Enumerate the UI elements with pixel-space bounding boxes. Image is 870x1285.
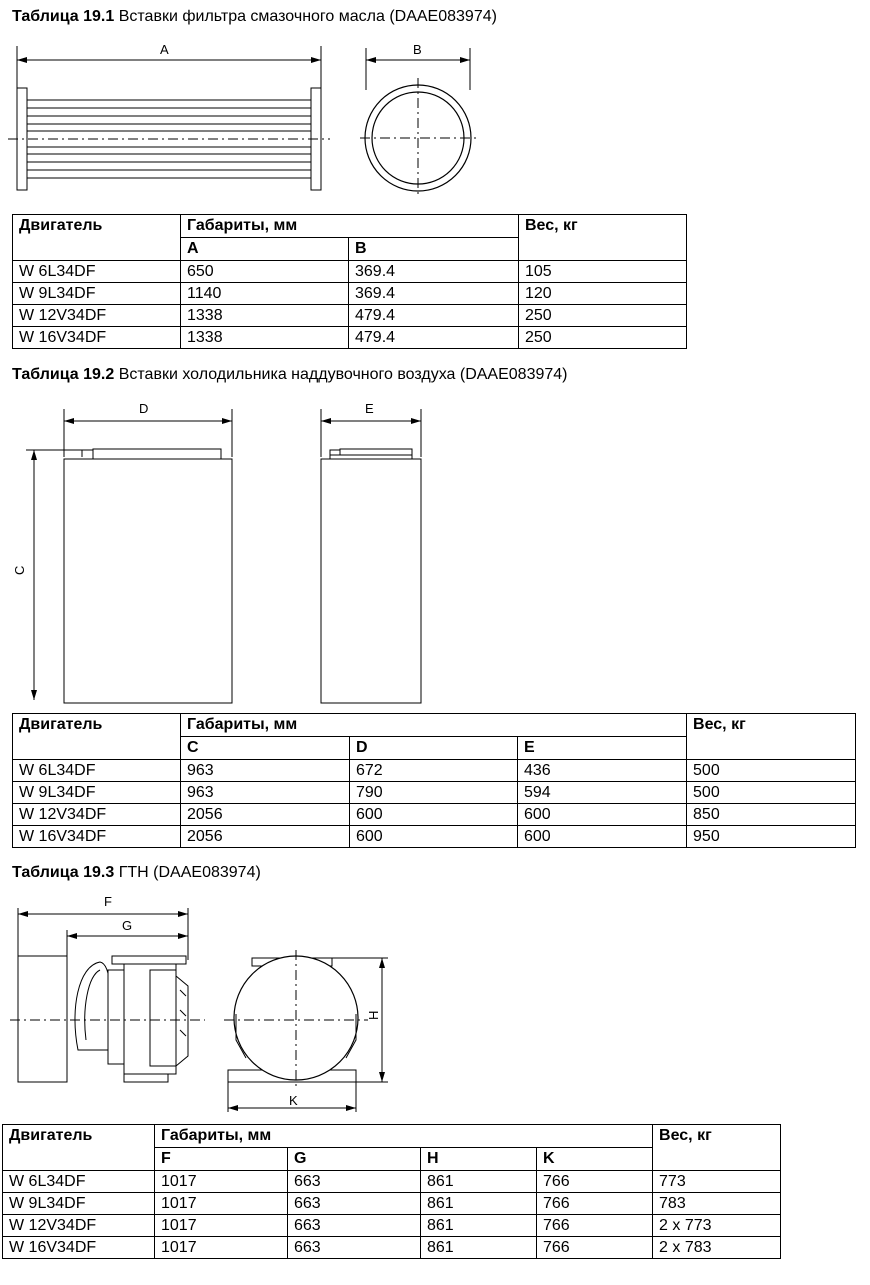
table-row xyxy=(3,1171,781,1193)
caption-number: Таблица 19.3 xyxy=(12,864,115,881)
subheader-g: G xyxy=(288,1148,421,1171)
cell-d: 672 xyxy=(350,760,518,782)
cell-d: 600 xyxy=(350,804,518,826)
header-engine: Двигатель xyxy=(13,215,181,261)
cell-c: 2056 xyxy=(181,826,350,848)
cell-d: 600 xyxy=(350,826,518,848)
cell-a: 650 xyxy=(181,261,349,283)
cell-engine: W 16V34DF xyxy=(13,826,181,848)
subheader-k: K xyxy=(537,1148,653,1171)
cell-weight: 2 x 773 xyxy=(653,1215,781,1237)
dim-label-h: H xyxy=(366,1010,381,1020)
cell-c: 2056 xyxy=(181,804,350,826)
cell-weight: 773 xyxy=(653,1171,781,1193)
caption-title: Вставки фильтра смазочного масла (DAAE083974) xyxy=(118,8,497,25)
subheader-f: F xyxy=(155,1148,288,1171)
table-row xyxy=(13,327,687,349)
cell-engine: W 9L34DF xyxy=(13,782,181,804)
cell-weight: 120 xyxy=(519,283,687,305)
subheader-b: B xyxy=(349,238,519,261)
subheader-c: C xyxy=(181,737,350,760)
subheader-d: D xyxy=(350,737,518,760)
cell-weight: 950 xyxy=(687,826,856,848)
header-dimensions: Габариты, мм xyxy=(181,215,519,238)
table-row xyxy=(13,283,687,305)
cell-engine: W 12V34DF xyxy=(3,1215,155,1237)
cell-weight: 250 xyxy=(519,327,687,349)
cell-e: 594 xyxy=(518,782,687,804)
cell-f: 1017 xyxy=(155,1193,288,1215)
dim-label-d: D xyxy=(139,401,149,416)
table-row xyxy=(3,1193,781,1215)
cell-b: 479.4 xyxy=(349,305,519,327)
header-engine: Двигатель xyxy=(13,714,181,760)
cell-e: 600 xyxy=(518,826,687,848)
cell-weight: 105 xyxy=(519,261,687,283)
subheader-h: H xyxy=(421,1148,537,1171)
cell-g: 663 xyxy=(288,1171,421,1193)
cell-g: 663 xyxy=(288,1215,421,1237)
cell-k: 766 xyxy=(537,1171,653,1193)
caption-title: ГТН (DAAE083974) xyxy=(118,864,261,881)
cell-e: 436 xyxy=(518,760,687,782)
table-row xyxy=(13,305,687,327)
cell-engine: W 6L34DF xyxy=(3,1171,155,1193)
table-row xyxy=(13,760,856,782)
caption-table-19-3 xyxy=(12,864,261,882)
cell-b: 369.4 xyxy=(349,261,519,283)
dim-label-a: A xyxy=(160,42,169,57)
subheader-a: A xyxy=(181,238,349,261)
table-19-1 xyxy=(12,214,687,349)
cell-engine: W 6L34DF xyxy=(13,760,181,782)
caption-number: Таблица 19.2 xyxy=(12,366,115,383)
header-weight: Вес, кг xyxy=(653,1125,781,1171)
cell-f: 1017 xyxy=(155,1237,288,1259)
caption-table-19-1 xyxy=(12,8,497,26)
cell-h: 861 xyxy=(421,1171,537,1193)
table-19-3 xyxy=(2,1124,781,1259)
cell-e: 600 xyxy=(518,804,687,826)
cell-engine: W 9L34DF xyxy=(13,283,181,305)
table-row xyxy=(3,1237,781,1259)
cell-a: 1338 xyxy=(181,305,349,327)
cell-k: 766 xyxy=(537,1215,653,1237)
subheader-e: E xyxy=(518,737,687,760)
cell-weight: 250 xyxy=(519,305,687,327)
cell-f: 1017 xyxy=(155,1215,288,1237)
table-row xyxy=(13,261,687,283)
header-weight: Вес, кг xyxy=(687,714,856,760)
figure-charge-air-cooler-insert xyxy=(0,395,870,705)
header-dimensions: Габариты, мм xyxy=(155,1125,653,1148)
cell-g: 663 xyxy=(288,1237,421,1259)
cell-a: 1338 xyxy=(181,327,349,349)
table-row xyxy=(3,1215,781,1237)
figure-turbocharger xyxy=(0,890,870,1120)
cell-b: 479.4 xyxy=(349,327,519,349)
header-weight: Вес, кг xyxy=(519,215,687,261)
table-row xyxy=(13,826,856,848)
header-engine: Двигатель xyxy=(3,1125,155,1171)
cell-d: 790 xyxy=(350,782,518,804)
cell-g: 663 xyxy=(288,1193,421,1215)
table-row xyxy=(13,804,856,826)
cell-engine: W 9L34DF xyxy=(3,1193,155,1215)
cell-engine: W 12V34DF xyxy=(13,305,181,327)
cell-weight: 783 xyxy=(653,1193,781,1215)
cell-k: 766 xyxy=(537,1237,653,1259)
header-dimensions: Габариты, мм xyxy=(181,714,687,737)
cell-c: 963 xyxy=(181,760,350,782)
dim-label-f: F xyxy=(104,894,112,909)
cell-engine: W 6L34DF xyxy=(13,261,181,283)
cell-engine: W 16V34DF xyxy=(3,1237,155,1259)
cell-h: 861 xyxy=(421,1215,537,1237)
cell-h: 861 xyxy=(421,1237,537,1259)
figure-oil-filter-insert xyxy=(0,40,870,200)
cell-f: 1017 xyxy=(155,1171,288,1193)
cell-weight: 850 xyxy=(687,804,856,826)
cell-c: 963 xyxy=(181,782,350,804)
cell-engine: W 16V34DF xyxy=(13,327,181,349)
table-19-2 xyxy=(12,713,856,848)
dim-label-b: B xyxy=(413,42,422,57)
cell-b: 369.4 xyxy=(349,283,519,305)
dim-label-c: C xyxy=(12,565,27,575)
cell-weight: 2 x 783 xyxy=(653,1237,781,1259)
caption-title: Вставки холодильника наддувочного воздуха (DAAE083974) xyxy=(118,366,568,383)
cell-k: 766 xyxy=(537,1193,653,1215)
dim-label-e: E xyxy=(365,401,374,416)
table-row xyxy=(13,782,856,804)
caption-number: Таблица 19.1 xyxy=(12,8,115,25)
cell-weight: 500 xyxy=(687,782,856,804)
cell-h: 861 xyxy=(421,1193,537,1215)
cell-weight: 500 xyxy=(687,760,856,782)
caption-table-19-2 xyxy=(12,366,568,384)
dim-label-g: G xyxy=(122,918,133,933)
cell-a: 1140 xyxy=(181,283,349,305)
dim-label-k: K xyxy=(289,1093,298,1108)
cell-engine: W 12V34DF xyxy=(13,804,181,826)
